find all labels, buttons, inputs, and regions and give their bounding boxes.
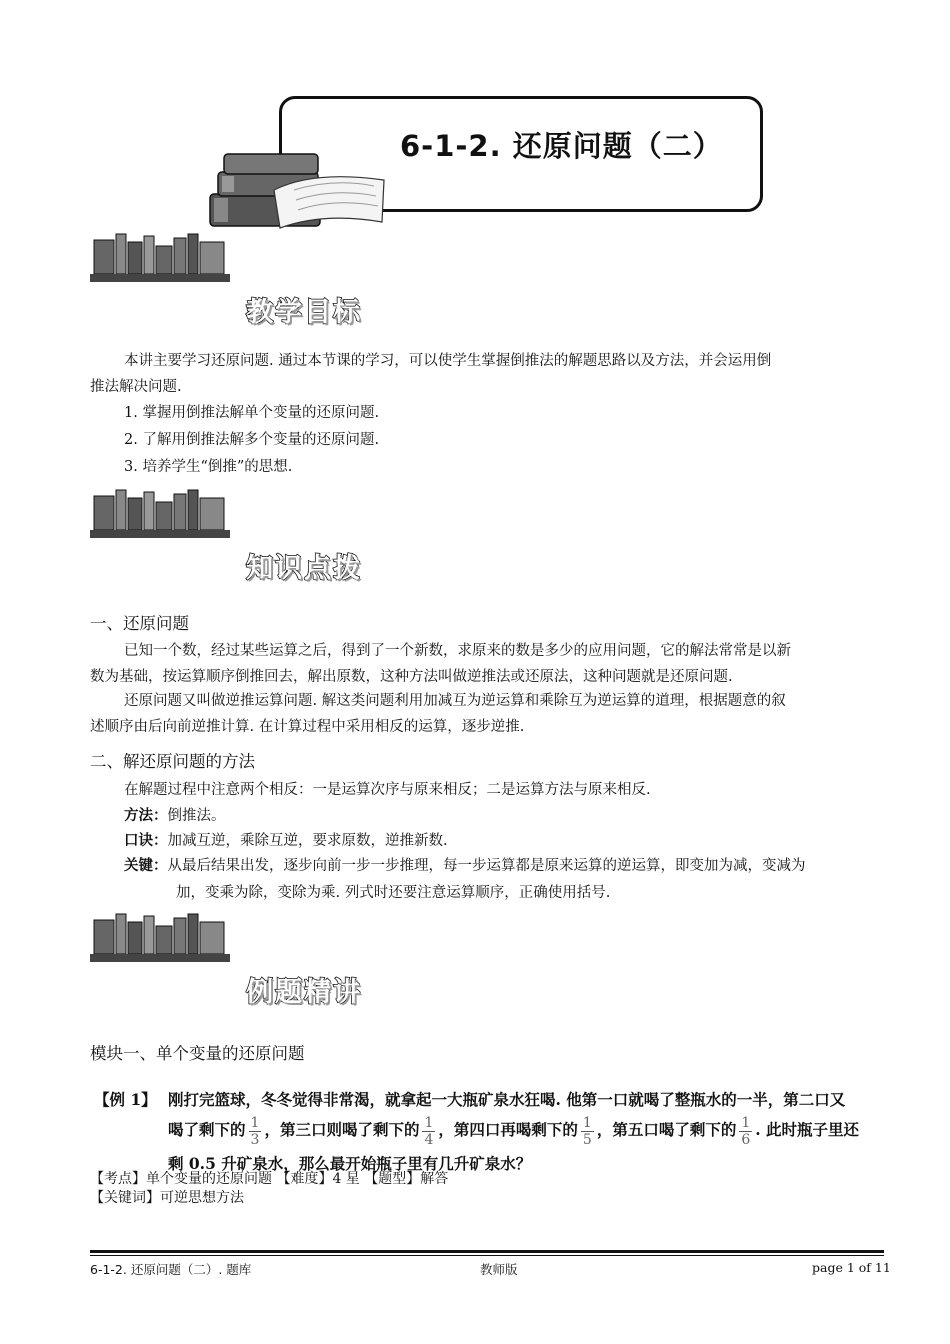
knowledge-p3: 在解题过程中注意两个相反：一是运算次序与原来相反；二是运算方法与原来相反. xyxy=(124,782,651,798)
objectives-item: 3. 培养学生“倒推”的思想. xyxy=(124,459,293,475)
footer-rule xyxy=(90,1255,884,1256)
fraction xyxy=(739,1115,752,1148)
example-line3: 剩 0.5 升矿泉水，那么最开始瓶子里有几升矿泉水？ xyxy=(168,1154,532,1173)
book-stack-illustration xyxy=(204,150,394,232)
fraction-denominator: 5 xyxy=(582,1131,592,1148)
fraction-denominator: 6 xyxy=(741,1131,751,1148)
example-label: 【例 1】 xyxy=(94,1090,157,1109)
footer-page-number: page 1 of 11 xyxy=(812,1260,891,1275)
knowledge-p1-line1: 已知一个数，经过某些运算之后，得到了一个新数，求原来的数是多少的应用问题，它的解法常常是以新 xyxy=(124,643,791,659)
method-text: 倒推法。 xyxy=(167,808,226,824)
section-heading-knowledge: 知识点拨 xyxy=(246,553,362,584)
method-line xyxy=(124,805,226,827)
fraction-numerator: 1 xyxy=(582,1114,592,1131)
key-text-line2: 加，变乘为除，变除为乘. 列式时还要注意运算顺序，正确使用括号. xyxy=(176,885,611,901)
example-text-segment: . 此时瓶子里还 xyxy=(755,1120,860,1139)
example-text-segment: ，第四口再喝剩下的 xyxy=(438,1120,578,1139)
knowledge-heading-1: 一、还原问题 xyxy=(90,614,189,633)
module-heading: 模块一、单个变量的还原问题 xyxy=(90,1044,305,1063)
example-text-segment: ，第三口则喝了剩下的 xyxy=(264,1120,420,1139)
knowledge-p2-line2: 述顺序由后向前逆推计算. 在计算过程中采用相反的运算，逐步逆推. xyxy=(90,719,525,735)
fraction xyxy=(581,1115,594,1148)
fraction-denominator: 3 xyxy=(250,1131,260,1148)
objectives-intro-line1: 本讲主要学习还原问题. 通过本节课的学习，可以使学生掌握倒推法的解题思路以及方法，并会运用倒 xyxy=(124,353,772,369)
bookshelf-icon xyxy=(90,232,232,284)
fraction xyxy=(249,1115,262,1148)
knowledge-heading-2: 二、解还原问题的方法 xyxy=(90,752,255,771)
bookshelf-icon xyxy=(90,912,232,964)
knowledge-p2-line1: 还原问题又叫做逆推运算问题. 解这类问题利用加减互为逆运算和乘除互为逆运算的道理，根据题意的叙 xyxy=(124,693,786,709)
footer-rule xyxy=(90,1250,884,1253)
fraction xyxy=(422,1115,435,1148)
method-label: 方法： xyxy=(124,807,168,824)
fraction-denominator: 4 xyxy=(424,1131,434,1148)
rhyme-line xyxy=(124,830,448,852)
example-text-segment: 喝了剩下的 xyxy=(168,1120,246,1139)
objectives-intro-line2: 推法解决问题. xyxy=(90,379,182,395)
key-line xyxy=(124,855,806,877)
page-title: 6-1-2. 还原问题（二） xyxy=(400,129,723,163)
objectives-item: 1. 掌握用倒推法解单个变量的还原问题. xyxy=(124,405,380,421)
section-heading-examples: 例题精讲 xyxy=(246,977,362,1008)
rhyme-text: 加减互逆，乘除互逆，要求原数，逆推新数. xyxy=(167,833,448,849)
bookshelf-icon xyxy=(90,488,232,540)
fraction-numerator: 1 xyxy=(250,1114,260,1131)
objectives-item: 2. 了解用倒推法解多个变量的还原问题. xyxy=(124,432,380,448)
key-label: 关键： xyxy=(124,857,168,874)
knowledge-p1-line2: 数为基础，按运算顺序倒推回去，解出原数，这种方法叫做逆推法或还原法，这种问题就是还原问题. xyxy=(90,669,733,685)
footer-left: 6-1-2. 还原问题（二）. 题库 xyxy=(90,1262,252,1277)
key-text-line1: 从最后结果出发，逐步向前一步一步推理，每一步运算都是原来运算的逆运算，即变加为减，变减为 xyxy=(167,858,806,874)
rhyme-label: 口诀： xyxy=(124,832,168,849)
fraction-numerator: 1 xyxy=(741,1114,751,1131)
fraction-numerator: 1 xyxy=(424,1114,434,1131)
example-line2 xyxy=(168,1110,859,1150)
section-heading-objectives: 教学目标 xyxy=(246,297,362,328)
example-keywords: 【关键词】可逆思想方法 xyxy=(90,1190,244,1206)
footer-center: 教师版 xyxy=(480,1262,518,1277)
example-text-segment: ，第五口喝了剩下的 xyxy=(596,1120,737,1139)
example-line1: 刚打完篮球，冬冬觉得非常渴，就拿起一大瓶矿泉水狂喝. 他第一口就喝了整瓶水的一半，第二口又 xyxy=(168,1090,846,1109)
example-meta: 【考点】单个变量的还原问题 【难度】4 星 【题型】解答 xyxy=(90,1171,449,1187)
